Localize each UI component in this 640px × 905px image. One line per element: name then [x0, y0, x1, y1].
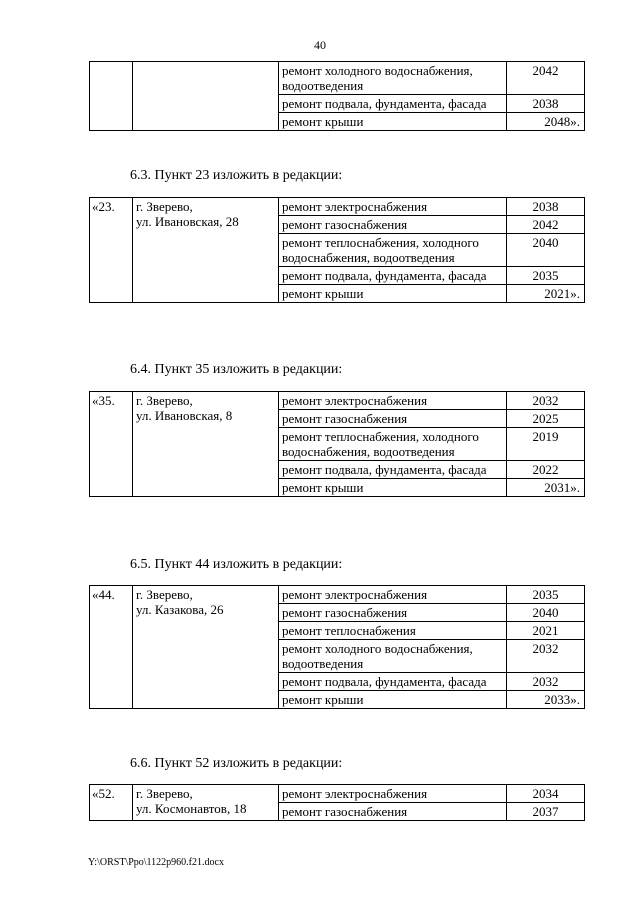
footer-file-path: Y:\ORST\Ppo\1122p960.f21.docx: [88, 857, 224, 868]
number-cell: «35.: [90, 392, 133, 497]
section-heading: 6.3. Пункт 23 изложить в редакции:: [130, 168, 343, 183]
work-cell: ремонт электроснабжения: [279, 198, 507, 216]
year-cell: 2021: [507, 622, 585, 640]
year-cell: 2021».: [507, 285, 585, 303]
year-cell: 2019: [507, 428, 585, 461]
page-number: 40: [314, 38, 326, 52]
section-heading: 6.5. Пункт 44 изложить в редакции:: [130, 557, 343, 572]
table-row: [90, 785, 585, 803]
year-cell: 2035: [507, 586, 585, 604]
year-cell: 2048».: [507, 113, 585, 131]
work-cell: ремонт теплоснабжения, холодного водоснабжения, водоотведения: [279, 428, 507, 461]
year-cell: 2032: [507, 673, 585, 691]
section-table: [89, 784, 585, 821]
work-cell: ремонт газоснабжения: [279, 803, 507, 821]
address-line: г. Зверево,: [136, 199, 193, 214]
work-cell: ремонт холодного водоснабжения, водоотведения: [279, 62, 507, 95]
year-cell: 2040: [507, 604, 585, 622]
address-cell: [133, 198, 279, 303]
number-cell: [90, 62, 133, 131]
address-cell: [133, 785, 279, 821]
year-cell: 2035: [507, 267, 585, 285]
address-line: ул. Ивановская, 28: [136, 214, 239, 229]
work-cell: ремонт электроснабжения: [279, 785, 507, 803]
year-cell: 2037: [507, 803, 585, 821]
year-cell: 2031».: [507, 479, 585, 497]
address-line: г. Зверево,: [136, 393, 193, 408]
work-cell: ремонт крыши: [279, 113, 507, 131]
year-cell: 2025: [507, 410, 585, 428]
section-table: [89, 585, 585, 709]
address-line: ул. Космонавтов, 18: [136, 801, 247, 816]
year-cell: 2038: [507, 95, 585, 113]
address-cell: [133, 62, 279, 131]
section-heading: 6.6. Пункт 52 изложить в редакции:: [130, 756, 343, 771]
address-cell: [133, 392, 279, 497]
work-cell: ремонт подвала, фундамента, фасада: [279, 461, 507, 479]
year-cell: 2022: [507, 461, 585, 479]
work-cell: ремонт крыши: [279, 691, 507, 709]
number-cell: «44.: [90, 586, 133, 709]
year-cell: 2033».: [507, 691, 585, 709]
continuation-table: [89, 61, 585, 131]
work-cell: ремонт электроснабжения: [279, 586, 507, 604]
year-cell: 2042: [507, 62, 585, 95]
work-cell: ремонт крыши: [279, 285, 507, 303]
work-cell: ремонт подвала, фундамента, фасада: [279, 267, 507, 285]
number-cell: «52.: [90, 785, 133, 821]
address-line: г. Зверево,: [136, 786, 193, 801]
number-cell: «23.: [90, 198, 133, 303]
work-cell: ремонт электроснабжения: [279, 392, 507, 410]
year-cell: 2032: [507, 392, 585, 410]
work-cell: ремонт газоснабжения: [279, 410, 507, 428]
table-row: [90, 198, 585, 216]
address-line: ул. Казакова, 26: [136, 602, 224, 617]
table-row: [90, 586, 585, 604]
year-cell: 2040: [507, 234, 585, 267]
work-cell: ремонт теплоснабжения: [279, 622, 507, 640]
section-table: [89, 391, 585, 497]
year-cell: 2042: [507, 216, 585, 234]
table-row: [90, 62, 585, 95]
address-line: г. Зверево,: [136, 587, 193, 602]
table-row: [90, 392, 585, 410]
year-cell: 2034: [507, 785, 585, 803]
section-table: [89, 197, 585, 303]
work-cell: ремонт теплоснабжения, холодного водоснабжения, водоотведения: [279, 234, 507, 267]
year-cell: 2038: [507, 198, 585, 216]
address-cell: [133, 586, 279, 709]
section-heading: 6.4. Пункт 35 изложить в редакции:: [130, 362, 343, 377]
address-line: ул. Ивановская, 8: [136, 408, 233, 423]
work-cell: ремонт подвала, фундамента, фасада: [279, 673, 507, 691]
work-cell: ремонт газоснабжения: [279, 604, 507, 622]
work-cell: ремонт газоснабжения: [279, 216, 507, 234]
work-cell: ремонт крыши: [279, 479, 507, 497]
work-cell: ремонт подвала, фундамента, фасада: [279, 95, 507, 113]
work-cell: ремонт холодного водоснабжения, водоотведения: [279, 640, 507, 673]
year-cell: 2032: [507, 640, 585, 673]
